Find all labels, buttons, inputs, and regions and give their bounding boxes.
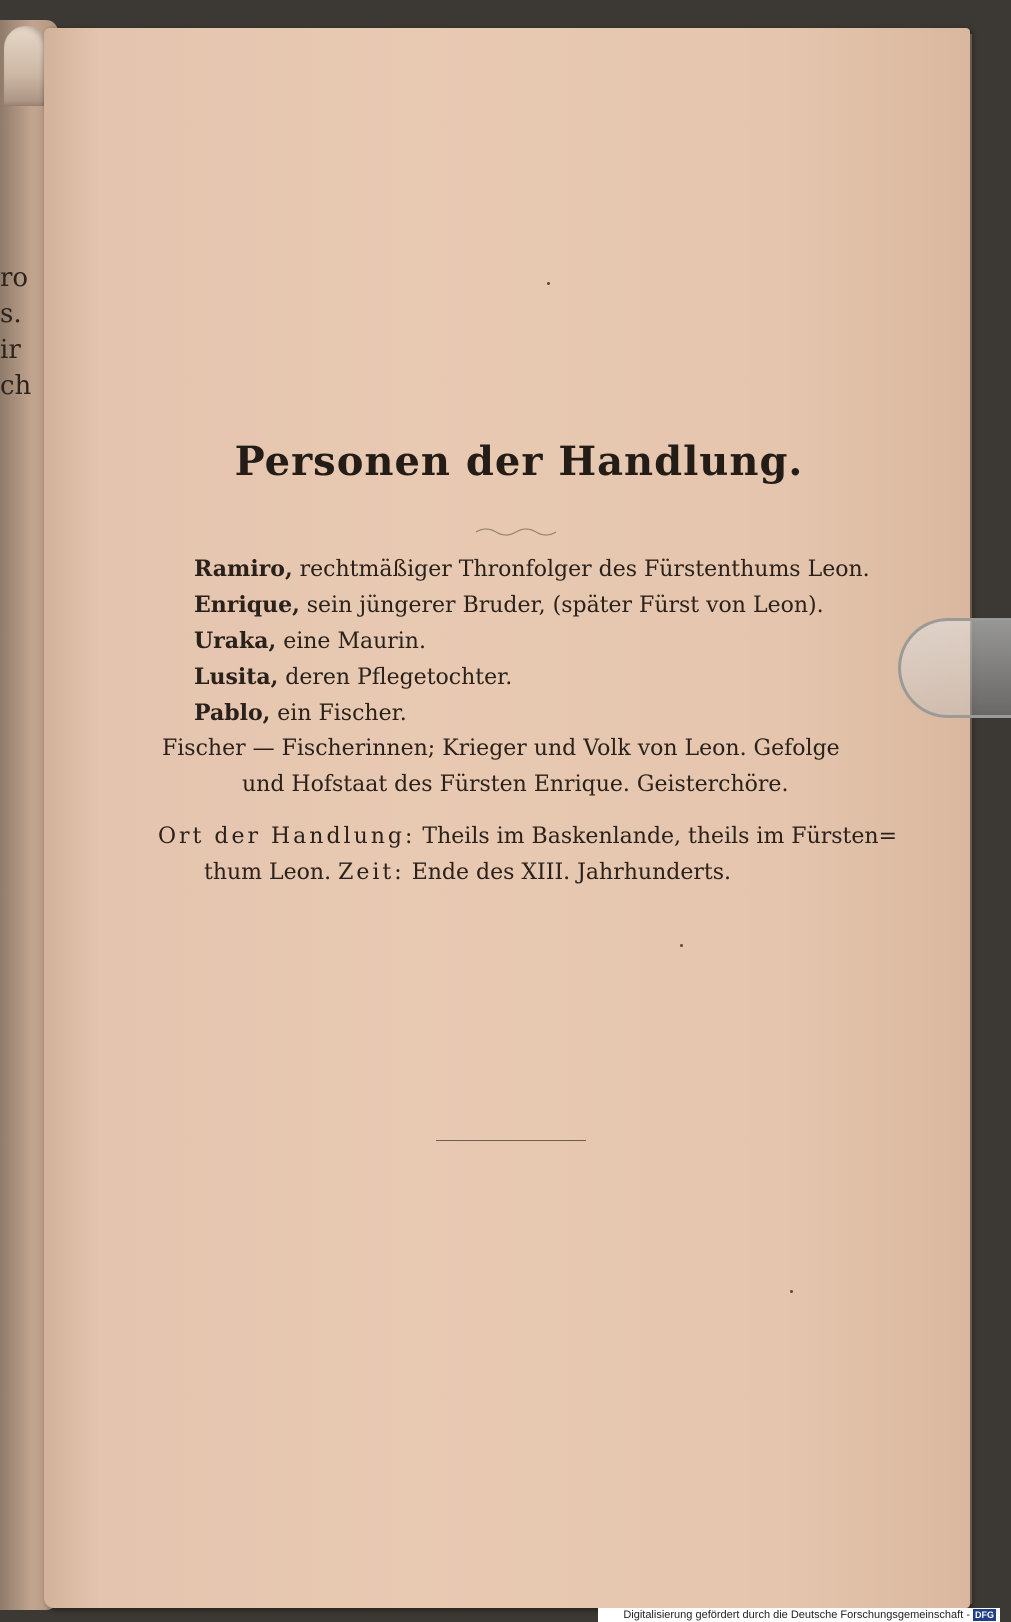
setting-place: Theils im Baskenlande, theils im Fürsten= [422,824,898,849]
cast-entry [194,664,512,690]
digitization-footer [598,1608,1000,1622]
cast-entry [194,700,407,726]
paper-speck [790,1290,793,1293]
facing-page-fragment: ro [0,263,29,293]
setting-label-time: Zeit: [338,860,405,885]
facing-page-fragment: ir [0,335,21,365]
character-description: rechtmäßiger Thronfolger des Fürstenthums Leon. [299,557,870,582]
footer-text: Digitalisierung gefördert durch die Deutsche Forschungsgemeinschaft - [623,1609,970,1621]
setting-line [204,860,731,885]
character-description: ein Fischer. [277,701,407,726]
spine-curl [4,26,48,106]
paper-speck [547,282,550,285]
paper-speck [680,944,683,947]
facing-page-fragment: ch [0,371,32,401]
setting-line [158,824,897,849]
supporting-cast-line: und Hofstaat des Fürsten Enrique. Geisterchöre. [242,772,789,797]
title-ornament [474,524,564,538]
setting-time: Ende des XIII. Jahrhunderts. [411,860,731,885]
cast-entry [194,628,426,654]
character-description: deren Pflegetochter. [285,665,513,690]
facing-page-text [0,260,32,404]
supporting-cast-line: Fischer — Fischerinnen; Krieger und Volk von Leon. Gefolge [162,736,840,761]
character-name: Enrique, [194,592,300,618]
cast-entry [194,592,824,618]
setting-label-place: Ort der Handlung: [158,824,416,849]
character-description: sein jüngerer Bruder, (später Fürst von Leon). [306,593,824,618]
page-title: Personen der Handlung. [234,438,804,485]
page-content [44,28,970,1608]
dfg-logo: DFG [975,1610,994,1620]
character-name: Ramiro, [194,556,293,582]
setting-place-continued: thum Leon. [204,860,332,885]
page-clip [898,618,1011,718]
closing-rule [436,1140,586,1141]
character-name: Lusita, [194,664,279,690]
character-name: Pablo, [194,700,271,726]
character-name: Uraka, [194,628,277,654]
cast-entry [194,556,870,582]
character-description: eine Maurin. [283,629,426,654]
facing-page-fragment: s. [0,299,22,329]
